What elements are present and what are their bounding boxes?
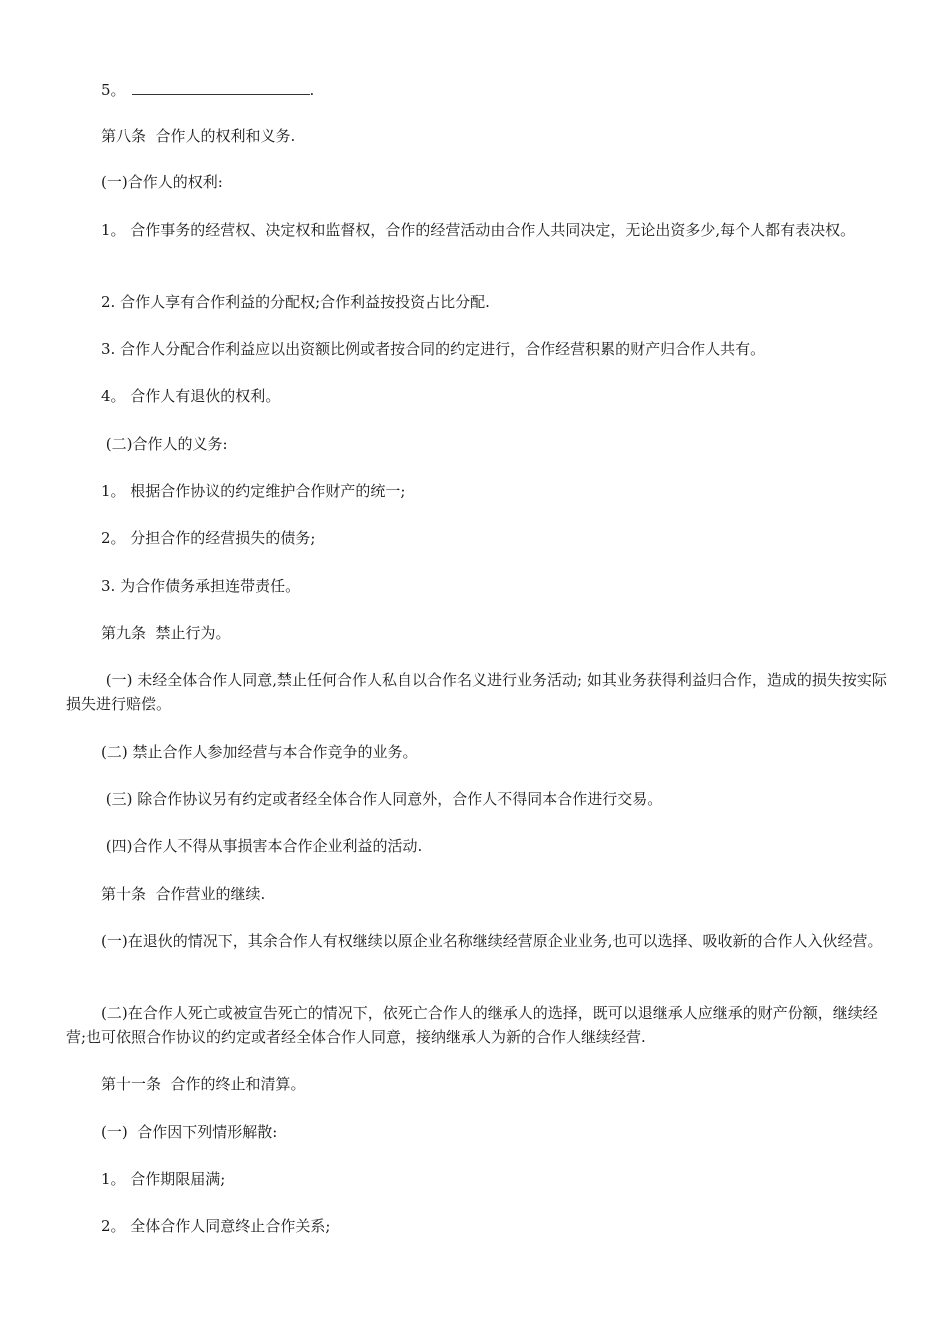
paragraph-continuation-1: (一)在退伙的情况下，其余合作人有权继续以原企业名称继续经营原企业业务,也可以选择、吸收新的合作人入伙经营。	[101, 932, 883, 950]
article-heading-9: 第九条 禁止行为。	[101, 624, 231, 642]
paragraph-obligations-2: 2。 分担合作的经营损失的债务;	[101, 529, 316, 547]
paragraph-rights-2: 2. 合作人享有合作利益的分配权;合作利益按投资占比分配.	[101, 293, 490, 311]
paragraph-prohibit-2: (二) 禁止合作人参加经营与本合作竞争的业务。	[101, 743, 418, 761]
paragraph-prohibit-4: (四)合作人不得从事损害本合作企业利益的活动.	[101, 837, 423, 855]
paragraph-text: .	[309, 81, 315, 99]
paragraph-continuation-2: (二)在合作人死亡或被宣告死亡的情况下，依死亡合作人的继承人的选择，既可以退继承人应继承的财产份额，继续经营;也可依照合作协议的约定或者经全体合作人同意，接纳继承人为新的合作人继续经营.	[66, 1004, 878, 1046]
paragraph-item-5-blank	[66, 78, 888, 102]
paragraph-obligations-3: 3. 为合作债务承担连带责任。	[101, 577, 301, 595]
paragraph-rights-3: 3. 合作人分配合作利益应以出资额比例或者按合同的约定进行，合作经营积累的财产归合作人共有。	[101, 340, 766, 358]
paragraph-prohibit-1: (一) 未经全体合作人同意,禁止任何合作人私自以合作名义进行业务活动; 如其业务获得利益归合作，造成的损失按实际损失进行赔偿。	[66, 671, 887, 713]
section-heading-rights: (一)合作人的权利:	[101, 173, 223, 191]
paragraph-rights-1: 1。 合作事务的经营权、决定权和监督权，合作的经营活动由合作人共同决定，无论出资多少,每个人都有表决权。	[101, 221, 856, 239]
section-heading-dissolution: (一) 合作因下列情形解散:	[101, 1123, 278, 1141]
article-heading-11: 第十一条 合作的终止和清算。	[101, 1075, 306, 1093]
article-heading-8: 第八条 合作人的权利和义务.	[101, 127, 296, 145]
paragraph-text: 5。	[101, 81, 126, 99]
paragraph-obligations-1: 1。 根据合作协议的约定维护合作财产的统一;	[101, 482, 406, 500]
section-heading-obligations: (二)合作人的义务:	[101, 435, 228, 453]
fill-in-blank	[132, 80, 310, 95]
paragraph-dissolution-2: 2。 全体合作人同意终止合作关系;	[101, 1217, 331, 1235]
paragraph-dissolution-1: 1。 合作期限届满;	[101, 1170, 226, 1188]
paragraph-rights-4: 4。 合作人有退伙的权利。	[101, 387, 281, 405]
paragraph-prohibit-3: (三) 除合作协议另有约定或者经全体合作人同意外，合作人不得同本合作进行交易。	[101, 790, 663, 808]
article-heading-10: 第十条 合作营业的继续.	[101, 885, 266, 903]
